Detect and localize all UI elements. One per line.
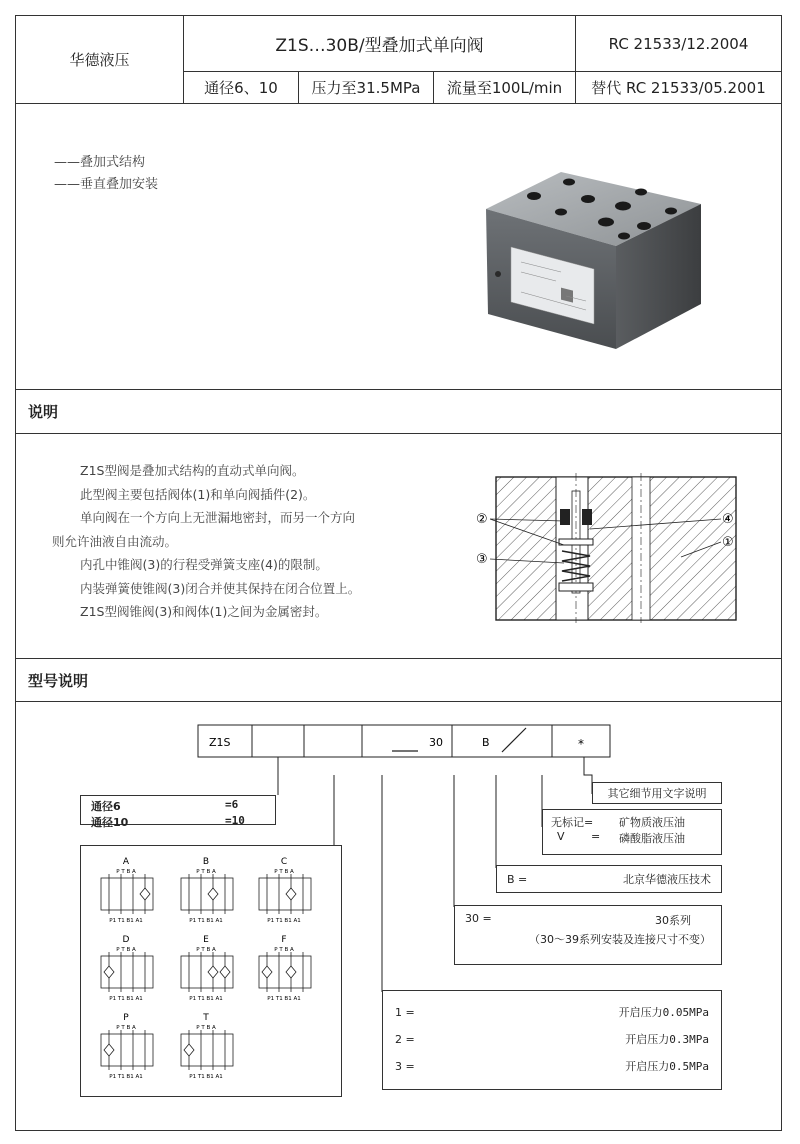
size-box xyxy=(80,795,276,829)
seal-label: 无标记= xyxy=(551,816,594,829)
cracking-label: 2 = xyxy=(395,1033,415,1046)
title-cell xyxy=(184,16,576,72)
check-valve-icon xyxy=(104,966,114,978)
code-cell-series: 30 xyxy=(429,736,443,749)
datasheet-page xyxy=(15,15,782,1131)
hydraulic-symbol xyxy=(181,857,233,924)
symbol-ports-top: P T B A xyxy=(274,947,294,953)
code-cell-brand: B xyxy=(482,736,490,749)
check-valve-icon xyxy=(140,888,150,900)
pressure-cell xyxy=(299,72,434,104)
symbol-ports-top: P T B A xyxy=(116,869,136,875)
hydraulic-symbol xyxy=(101,857,153,924)
symbol-ports-bottom: P1 T1 B1 A1 xyxy=(109,1074,143,1080)
brand-label: B = xyxy=(507,872,528,886)
symbol-ports-top: P T B A xyxy=(116,947,136,953)
brand-value: 北京华德液压技术 xyxy=(623,873,711,886)
check-valve-icon xyxy=(184,1044,194,1056)
symbol-ports-top: P T B A xyxy=(196,947,216,953)
feature-item: ——垂直叠加安装 xyxy=(54,177,159,192)
feature-item: ——叠加式结构 xyxy=(54,155,146,170)
callout-3: ③ xyxy=(476,552,488,567)
symbol-ports-top: P T B A xyxy=(274,869,294,875)
company-cell xyxy=(16,16,184,104)
nominal-size: 通径6、10 xyxy=(204,79,278,97)
size-value: =6 xyxy=(225,798,239,811)
description-text xyxy=(52,459,462,624)
size-label: 通径10 xyxy=(91,816,129,829)
check-valve-icon xyxy=(286,966,296,978)
product-photo xyxy=(466,164,716,354)
standard-number: RC 21533/12.2004 xyxy=(608,34,749,53)
seal-label: V xyxy=(557,830,565,843)
section-heading-description xyxy=(16,389,781,434)
symbol-ports-bottom: P1 T1 B1 A1 xyxy=(267,918,301,924)
other-details: 其它细节用文字说明 xyxy=(607,787,707,800)
hydraulic-symbol xyxy=(259,935,311,1002)
symbol-label: F xyxy=(281,935,287,945)
symbol-ports-top: P T B A xyxy=(196,1025,216,1031)
flow-cell xyxy=(434,72,576,104)
check-valve-icon xyxy=(262,966,272,978)
description-heading: 说明 xyxy=(28,403,59,421)
symbol-label: C xyxy=(280,857,288,867)
seal-eq: = xyxy=(591,830,601,843)
nominal-size-cell xyxy=(184,72,299,104)
company-name: 华德液压 xyxy=(69,51,130,69)
code-cell-other: * xyxy=(578,737,584,751)
symbol-label: T xyxy=(203,1013,209,1023)
symbol-label: D xyxy=(122,935,130,945)
pressure: 压力至31.5MPa xyxy=(311,79,421,97)
series-box xyxy=(454,905,722,965)
cracking-value: 开启压力0.05MPa xyxy=(618,1006,709,1019)
seal-value: 磷酸脂液压油 xyxy=(619,832,685,845)
description-line: 则允许油液自由流动。 xyxy=(52,533,178,549)
check-valve-icon xyxy=(220,966,230,978)
symbol-ports-top: P T B A xyxy=(116,1025,136,1031)
symbol-ports-bottom: P1 T1 B1 A1 xyxy=(189,1074,223,1080)
symbol-label: A xyxy=(122,857,130,867)
product-title: Z1S…30B/型叠加式单向阀 xyxy=(275,36,484,56)
check-valve-icon xyxy=(208,888,218,900)
symbol-ports-bottom: P1 T1 B1 A1 xyxy=(189,996,223,1002)
replaces-cell xyxy=(576,72,781,104)
hydraulic-symbols xyxy=(81,846,341,1096)
series-value: 30系列 xyxy=(655,914,691,927)
cracking-pressure-box xyxy=(382,990,722,1090)
description-line: Z1S型阀锥阀(3)和阀体(1)之间为金属密封。 xyxy=(80,604,328,619)
series-note: （30～39系列安装及连接尺寸不变） xyxy=(529,933,711,946)
series-label: 30 = xyxy=(465,912,492,925)
check-valve-icon xyxy=(286,888,296,900)
code-cell-model: Z1S xyxy=(209,736,231,749)
hydraulic-symbol xyxy=(181,935,233,1002)
symbol-ports-bottom: P1 T1 B1 A1 xyxy=(109,918,143,924)
cracking-value: 开启压力0.3MPa xyxy=(625,1033,709,1046)
standard-cell xyxy=(576,16,781,72)
seal-box xyxy=(542,809,722,855)
cracking-label: 1 = xyxy=(395,1006,415,1019)
description-line: Z1S型阀是叠加式结构的直动式单向阀。 xyxy=(80,463,305,478)
replaces: 替代 RC 21533/05.2001 xyxy=(591,79,766,97)
cross-section-drawing xyxy=(456,471,756,626)
hydraulic-symbol xyxy=(101,1013,153,1080)
section-heading-model xyxy=(16,658,781,702)
size-label: 通径6 xyxy=(91,800,121,813)
hydraulic-symbol xyxy=(101,935,153,1002)
feature-list xyxy=(54,152,158,196)
symbol-ports-bottom: P1 T1 B1 A1 xyxy=(189,918,223,924)
callout-4: ④ xyxy=(722,512,734,527)
symbol-ports-top: P T B A xyxy=(196,869,216,875)
size-value: =10 xyxy=(225,814,245,827)
seal-value: 矿物质液压油 xyxy=(619,816,685,829)
description-line: 内装弹簧使锥阀(3)闭合并使其保持在闭合位置上。 xyxy=(80,580,361,596)
hydraulic-symbol xyxy=(259,857,311,924)
cracking-label: 3 = xyxy=(395,1060,415,1073)
model-heading: 型号说明 xyxy=(28,671,89,690)
flow: 流量至100L/min xyxy=(446,79,563,97)
other-details-box xyxy=(592,782,722,804)
description-line: 内孔中锥阀(3)的行程受弹簧支座(4)的限制。 xyxy=(80,557,328,572)
description-line: 单向阀在一个方向上无泄漏地密封，而另一个方向 xyxy=(80,510,356,525)
brand-box xyxy=(496,865,722,893)
description-line: 此型阀主要包括阀体(1)和单向阀插件(2)。 xyxy=(80,486,316,502)
check-valve-icon xyxy=(104,1044,114,1056)
callout-1: ① xyxy=(722,535,734,550)
symbol-ports-bottom: P1 T1 B1 A1 xyxy=(109,996,143,1002)
symbol-label: E xyxy=(203,935,209,945)
check-valve-icon xyxy=(208,966,218,978)
hydraulic-symbol xyxy=(181,1013,233,1080)
hydraulic-symbols-box xyxy=(80,845,342,1097)
callout-2: ② xyxy=(476,512,488,527)
cracking-value: 开启压力0.5MPa xyxy=(625,1060,709,1073)
symbol-label: B xyxy=(202,857,210,867)
symbol-label: P xyxy=(123,1013,129,1023)
symbol-ports-bottom: P1 T1 B1 A1 xyxy=(267,996,301,1002)
